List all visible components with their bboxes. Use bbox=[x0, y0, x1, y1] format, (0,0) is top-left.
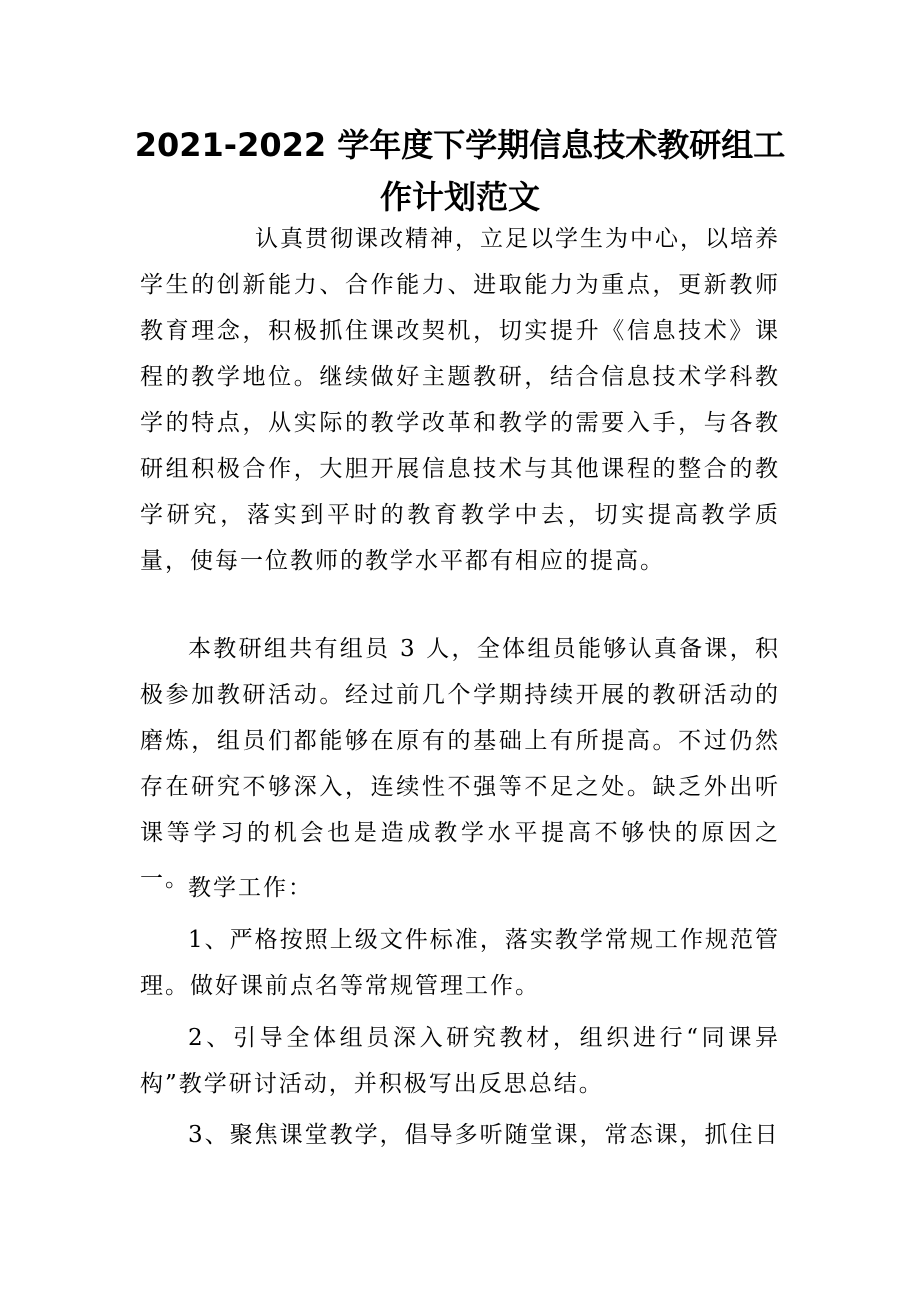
paragraph-item-1: 1、严格按照上级文件标准，落实教学常规工作规范管理。做好课前点名等常规管理工作。 bbox=[140, 927, 780, 999]
paragraph-item-3: 3、聚焦课堂教学，倡导多听随堂课，常态课，抓住日 bbox=[188, 1122, 780, 1148]
paragraph-team: 本教研组共有组员 3 人，全体组员能够认真备课，积极参加教研活动。经过前几个学期持续开展的教研活动的磨炼，组员们都能够在原有的基础上有所提高。不过仍然存在研究不够深入，连续性不强等不足之处。缺乏外出听课等学习的机会也是造成教学水平提高不够快的原因之一。 bbox=[140, 636, 780, 892]
document-title-line-1: 2021-2022 学年度下学期信息技术教研组工 bbox=[134, 126, 786, 164]
paragraph-teaching-heading: 教学工作： bbox=[188, 875, 313, 901]
paragraph-intro: 认真贯彻课改精神，立足以学生为中心，以培养学生的创新能力、合作能力、进取能力为重点，更新教师教育理念，积极抓住课改契机，切实提升《信息技术》课程的教学地位。继续做好主题教研，结合信息技术学科教学的特点，从实际的教学改革和教学的需要入手，与各教研组积极合作，大胆开展信息技术与其他课程的整合的教学研究，落实到平时的教育教学中去，切实提高教学质量，使每一位教师的教学水平都有相应的提高。 bbox=[140, 226, 780, 574]
document-title-line-2: 作计划范文 bbox=[379, 178, 540, 216]
paragraph-item-2: 2、引导全体组员深入研究教材，组织进行“同课异构”教学研讨活动，并积极写出反思总结。 bbox=[140, 1025, 780, 1097]
